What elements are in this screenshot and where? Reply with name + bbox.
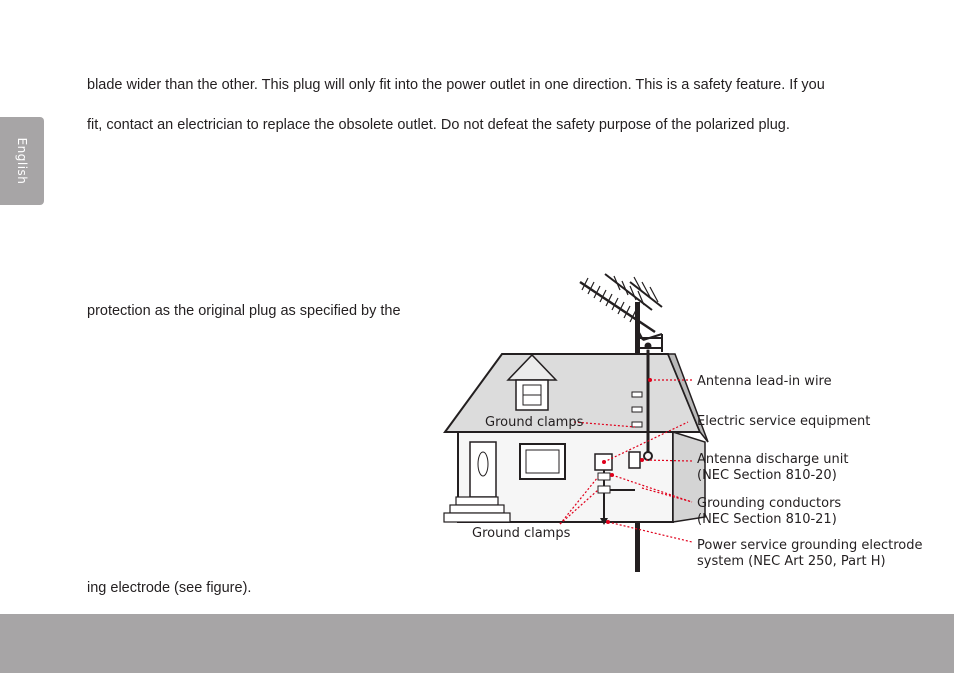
paragraph-line-2: fit, contact an electrician to replace the obsolete outlet. Do not defeat the safety purpose of the polarized plug. (87, 117, 790, 133)
label-electric-service: Electric service equipment (697, 414, 871, 429)
label-discharge-section: (NEC Section 810-20) (697, 468, 837, 483)
language-tab-label: English (15, 137, 29, 185)
paragraph-line-1: blade wider than the other. This plug will only fit into the power outlet in one direction. This is a safety feature. If you (87, 77, 825, 93)
label-grounding-section: (NEC Section 810-21) (697, 512, 837, 527)
language-tab[interactable] (0, 117, 44, 205)
label-antenna-lead-in: Antenna lead-in wire (697, 374, 832, 389)
label-ground-clamps-top: Ground clamps (485, 415, 584, 430)
antenna-discharge-unit (629, 452, 640, 468)
label-grounding-conductors: Grounding conductors (697, 496, 842, 511)
house-illustration (430, 262, 930, 582)
footer-bar (0, 614, 954, 673)
label-power-service: Power service grounding electrode (697, 538, 923, 553)
antenna-grounding-figure (430, 262, 930, 582)
paragraph-line-4: ing electrode (see figure). (87, 580, 252, 596)
label-discharge-unit: Antenna discharge unit (697, 452, 849, 467)
paragraph-line-3: protection as the original plug as specified by the (87, 303, 401, 319)
label-power-service-section: system (NEC Art 250, Part H) (697, 554, 886, 569)
label-ground-clamps-bottom: Ground clamps (472, 526, 571, 541)
